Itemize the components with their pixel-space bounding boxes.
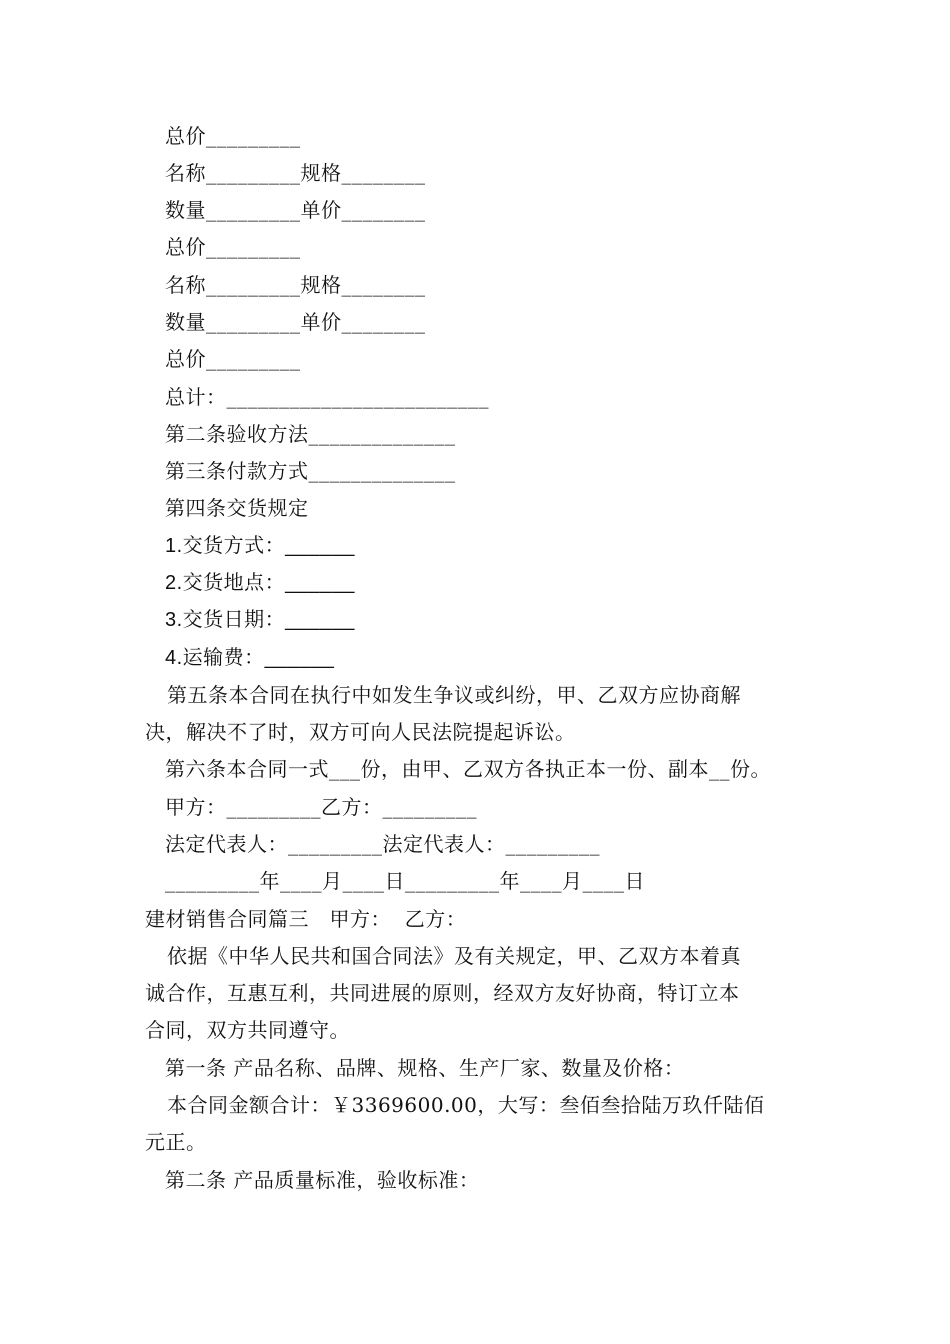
line-total-price-1: 总价_________ xyxy=(165,124,301,148)
line-article-1-product: 第一条 产品名称、品牌、规格、生产厂家、数量及价格： xyxy=(165,1056,685,1080)
line-article-5-cont: 决，解决不了时，双方可向人民法院提起诉讼。 xyxy=(145,720,576,744)
line-name-spec-2: 名称_________规格________ xyxy=(165,273,426,297)
line-article-3-payment: 第三条付款方式______________ xyxy=(165,459,456,483)
line-name-spec-1: 名称_________规格________ xyxy=(165,161,426,185)
line-total-price-3: 总价_________ xyxy=(165,347,301,371)
line-preamble-1: 依据《中华人民共和国合同法》及有关规定，甲、乙双方本着真 xyxy=(167,944,741,968)
line-qty-unit-price-2: 数量_________单价________ xyxy=(165,310,426,334)
line-preamble-2: 诚合作，互惠互利，共同进展的原则，经双方友好协商，特订立本 xyxy=(145,981,740,1005)
line-article-2-quality: 第二条 产品质量标准，验收标准： xyxy=(165,1168,480,1192)
line-section-title-3: 建材销售合同篇三 甲方： 乙方： xyxy=(145,907,467,931)
line-dates: _________年____月____日_________年____月____日 xyxy=(165,869,645,893)
line-article-4-delivery: 第四条交货规定 xyxy=(165,496,309,520)
line-article-2-inspection: 第二条验收方法______________ xyxy=(165,422,456,446)
line-delivery-method: 1.交货方式：______ xyxy=(165,535,355,557)
line-article-6-copies: 第六条本合同一式___份，由甲、乙双方各执正本一份、副本__份。 xyxy=(165,757,771,781)
line-delivery-date: 3.交货日期：______ xyxy=(165,609,355,631)
line-total-price-2: 总价_________ xyxy=(165,235,301,259)
line-party-ab: 甲方：_________乙方：_________ xyxy=(165,795,477,819)
line-article-5-dispute: 第五条本合同在执行中如发生争议或纠纷，甲、乙双方应协商解 xyxy=(167,683,741,707)
line-qty-unit-price-1: 数量_________单价________ xyxy=(165,198,426,222)
line-legal-rep: 法定代表人：_________法定代表人：_________ xyxy=(165,832,600,856)
line-grand-total: 总计：_________________________ xyxy=(165,385,489,409)
line-preamble-3: 合同，双方共同遵守。 xyxy=(145,1018,350,1042)
line-contract-amount-cont: 元正。 xyxy=(145,1130,207,1154)
line-contract-amount: 本合同金额合计：￥3369600.00，大写：叁佰叁拾陆万玖仟陆佰 xyxy=(167,1093,765,1117)
line-delivery-place: 2.交货地点：______ xyxy=(165,572,355,594)
line-freight: 4.运输费：______ xyxy=(165,647,335,669)
